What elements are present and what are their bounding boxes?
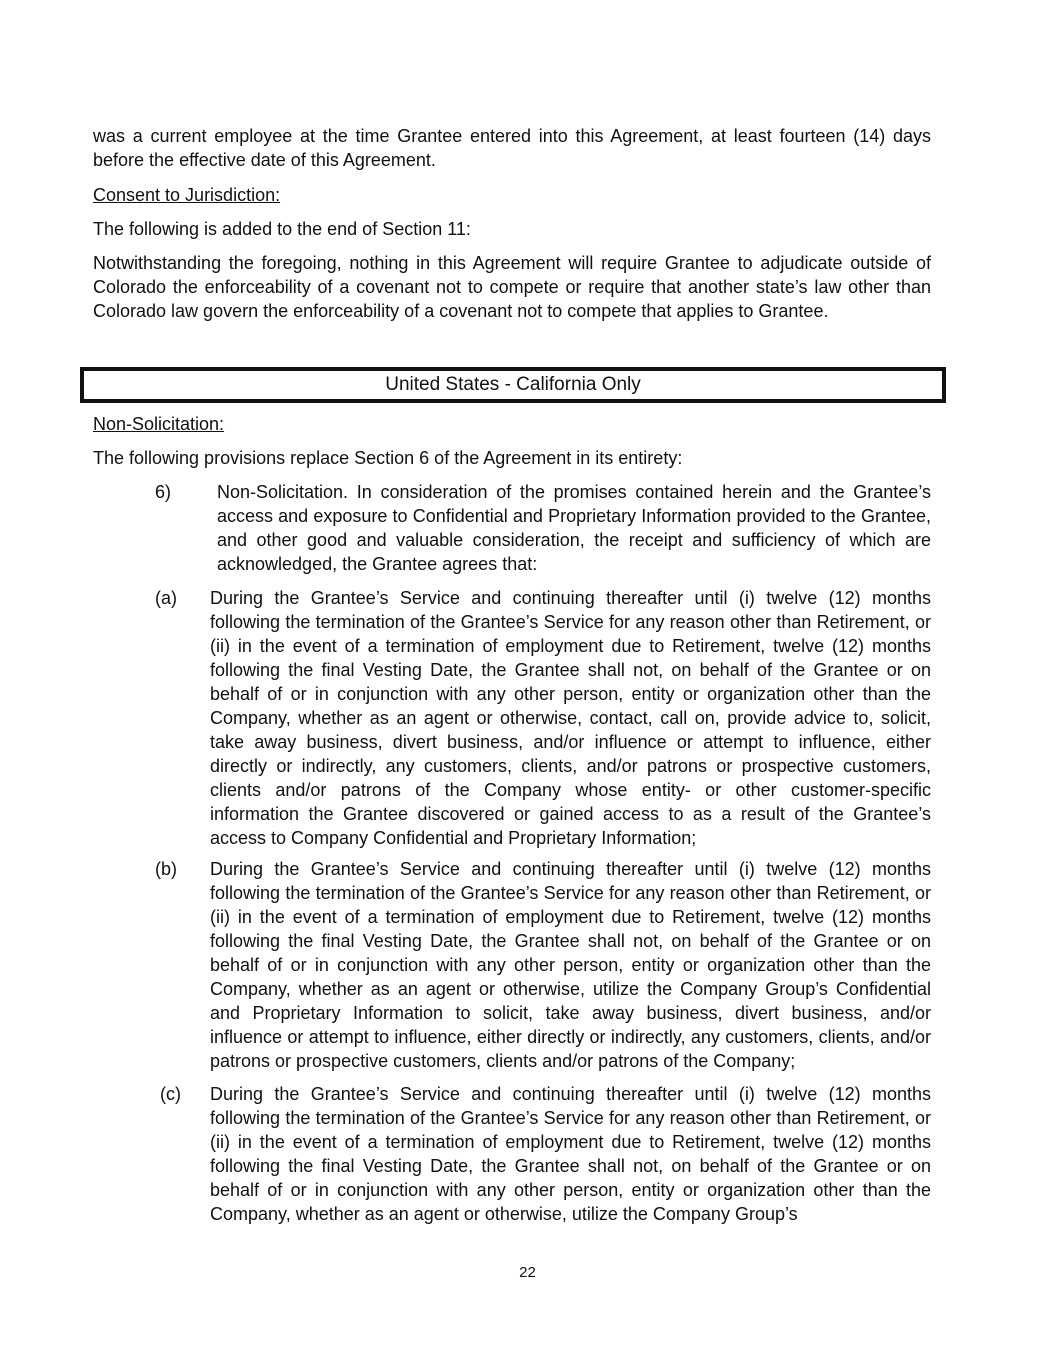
clause-b-label: (b) <box>155 859 177 879</box>
clause-a-label: (a) <box>155 588 177 608</box>
jurisdiction-heading: Consent to Jurisdiction: <box>93 185 281 205</box>
clause-b-text: During the Grantee’s Service and continuing thereafter until (i) twelve (12) months following the termination of the Grantee’s Service for any reason other than Retirement, or (ii) in the event of a termination of employment due to Retirement, twelve (12) months following the final Vesting Date, the Grantee shall not, on behalf of the Grantee or on behalf of or in conjunction with any other person, entity or organization other than the Company, whether as an agent or otherwise, utilize the Company Group’s Confidential and Proprietary Information to solicit, take away business, divert business, and/or influence or attempt to influence, either directly or indirectly, any customers, clients, and/or patrons or prospective customers, clients and/or patrons of the Company; <box>210 859 931 1071</box>
nonsolicit-heading: Non-Solicitation: <box>93 414 225 434</box>
intro-paragraph: was a current employee at the time Grantee entered into this Agreement, at least fourteen (14) days before the effective date of this Agreement. <box>93 126 931 170</box>
nonsolicit-lead: The following provisions replace Section 6 of the Agreement in its entirety: <box>93 448 683 468</box>
page-number: 22 <box>519 1264 536 1281</box>
clause-a-text: During the Grantee’s Service and continuing thereafter until (i) twelve (12) months following the termination of the Grantee’s Service for any reason other than Retirement, or (ii) in the event of a termination of employment due to Retirement, twelve (12) months following the final Vesting Date, the Grantee shall not, on behalf of the Grantee or on behalf of or in conjunction with any other person, entity or organization other than the Company, whether as an agent or otherwise, contact, call on, provide advice to, solicit, take away business, divert business, and/or influence or attempt to influence, either directly or indirectly, any customers, clients, and/or patrons or prospective customers, clients and/or patrons of the Company whose entity- or other customer-specific information the Grantee discovered or gained access to as a result of the Grantee’s access to Company Confidential and Proprietary Information; <box>210 588 931 848</box>
section-6-number: 6) <box>155 482 172 502</box>
jurisdiction-text: Notwithstanding the foregoing, nothing in this Agreement will require Grantee to adjudicate outside of Colorado the enforceability of a covenant not to compete or require that another state’s law other than Colorado law govern the enforceability of a covenant not to compete that applies to Grantee. <box>93 253 931 321</box>
section-6-text: Non-Solicitation. In consideration of the promises contained herein and the Grantee’s access and exposure to Confidential and Proprietary Information provided to the Grantee, and other good and valuable consideration, the receipt and sufficiency of which are acknowledged, the Grantee agrees that: <box>217 482 931 574</box>
california-banner: United States - California Only <box>80 367 946 403</box>
jurisdiction-lead: The following is added to the end of Section 11: <box>93 219 471 239</box>
clause-c-label: (c) <box>160 1084 181 1104</box>
clause-c-text: During the Grantee’s Service and continuing thereafter until (i) twelve (12) months following the termination of the Grantee’s Service for any reason other than Retirement, or (ii) in the event of a termination of employment due to Retirement, twelve (12) months following the final Vesting Date, the Grantee shall not, on behalf of the Grantee or on behalf of or in conjunction with any other person, entity or organization other than the Company, whether as an agent or otherwise, utilize the Company Group’s <box>210 1084 931 1224</box>
